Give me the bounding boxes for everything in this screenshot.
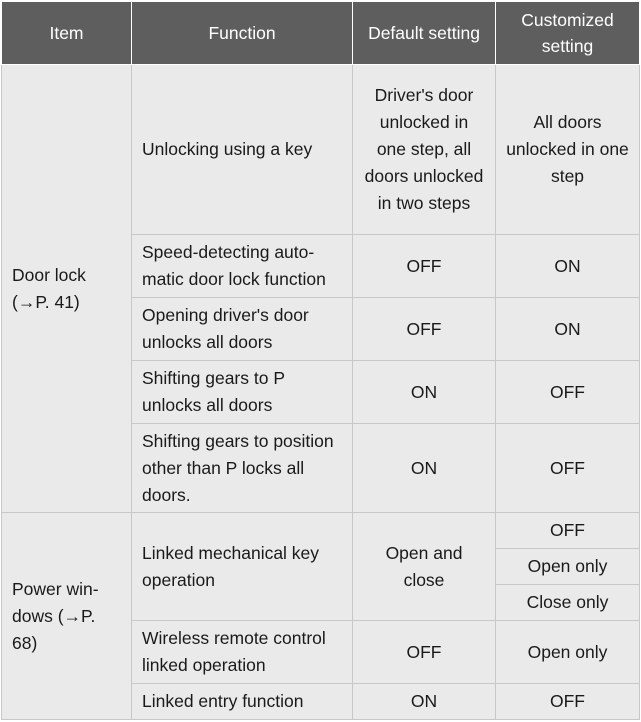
customized-cell: OFF [496, 361, 640, 424]
default-cell: ON [353, 424, 496, 513]
function-cell: Shifting gears to P unlocks all doors [132, 361, 353, 424]
customized-cell: OFF [496, 684, 640, 720]
customized-cell: Open only [496, 621, 640, 684]
item-door-lock: Door lock (→P. 41) [2, 65, 132, 513]
table-row [2, 513, 640, 549]
default-cell: ON [353, 361, 496, 424]
function-cell: Wireless remote control linked operation [132, 621, 353, 684]
item-power-windows: Power win- dows (→P. 68) [2, 513, 132, 720]
function-cell: Opening driver's door unlocks all doors [132, 298, 353, 361]
default-cell: OFF [353, 621, 496, 684]
header-function: Function [132, 2, 353, 65]
customized-option-open-only: Open only [496, 549, 640, 585]
customized-cell: OFF [496, 424, 640, 513]
default-cell: OFF [353, 235, 496, 298]
table-header-row [2, 2, 640, 65]
default-cell: OFF [353, 298, 496, 361]
customized-option-close-only: Close only [496, 585, 640, 621]
table-row [2, 65, 640, 235]
header-item: Item [2, 2, 132, 65]
customized-cell: ON [496, 298, 640, 361]
default-cell: ON [353, 684, 496, 720]
customization-settings-table [1, 1, 640, 720]
customized-cell: ON [496, 235, 640, 298]
function-cell: Linked mechanical key operation [132, 513, 353, 621]
function-cell: Speed-detecting auto- matic door lock function [132, 235, 353, 298]
function-cell: Unlocking using a key [132, 65, 353, 235]
function-cell: Linked entry function [132, 684, 353, 720]
header-customized-setting: Customized setting [496, 2, 640, 65]
customized-cell: All doors unlocked in one step [496, 65, 640, 235]
header-default-setting: Default setting [353, 2, 496, 65]
default-cell: Open and close [353, 513, 496, 621]
function-cell: Shifting gears to position other than P locks all doors. [132, 424, 353, 513]
default-cell: Driver's door unlocked in one step, all doors unlocked in two steps [353, 65, 496, 235]
customized-option-off: OFF [496, 513, 640, 549]
